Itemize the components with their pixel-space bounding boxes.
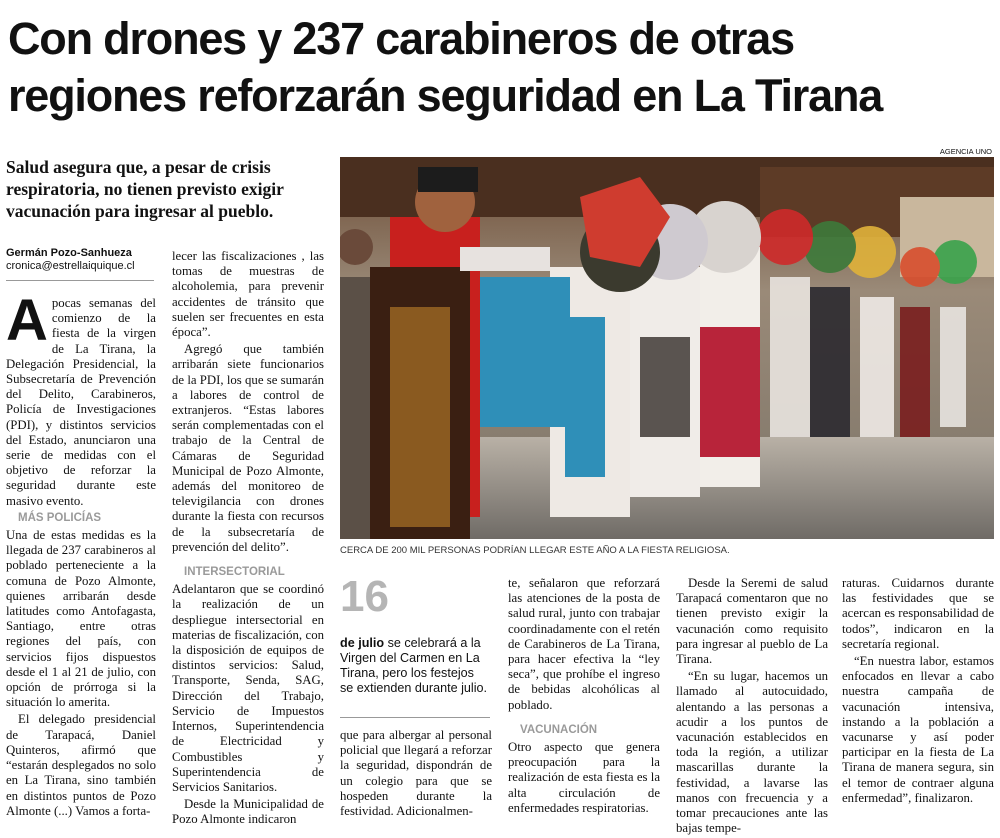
column-3 — [340, 728, 492, 821]
c6-paragraph-2: “En nuestra labor, estamos enfocados en llevar a cabo nuestra campaña de vacunación intensiva, instando a la población a vacunarse y así poder participar en la fiesta de La Tirana de manera segura, sin el temor de contraer alguna enfermedad”, finalizaron. — [842, 654, 994, 805]
headline-line-1: Con drones y 237 carabineros de otras — [8, 13, 794, 64]
headline-line-2: regiones reforzarán seguridad en La Tirana — [8, 70, 883, 121]
column-1 — [6, 288, 156, 821]
c1-paragraph-1: pocas semanas del comienzo de la fiesta de la virgen de La Tirana, la Delegación Presidencial, la Subsecretaría de Prevención del Delito, Carabineros, Policía de Investigaciones (PDI), y distintos servicios del Estado, anunciaron una serie de medidas con el objetivo de reforzar la seguridad durante este masivo evento. — [6, 296, 156, 508]
author-email: cronica@estrellaiquique.cl — [6, 260, 135, 272]
c1-paragraph-2: Una de estas medidas es la llegada de 237 carabineros al poblado perteneciente a la comuna de Pozo Almonte, quienes arribarán desde latitudes como Antofagasta, Santiago, entre otras regiones del país, con servicios fijos dispuestos desde el 1 al 21 de julio, con opción de prórroga si la situación lo amerita. — [6, 528, 156, 710]
section-heading-intersectorial: INTERSECTORIAL — [184, 566, 285, 579]
pullquote-body: se celebrará a la Virgen del Carmen en La Tirana, pero los festejos se extienden durante julio. — [340, 636, 488, 695]
pullquote-divider — [340, 717, 490, 718]
c1-paragraph-3: El delegado presidencial de Tarapacá, Daniel Quinteros, afirmó que “estarán desplegados no solo en La Tirana, sino también en distintos puntos de Pozo Almonte (...) Vamos a forta- — [6, 712, 156, 818]
column-5 — [676, 576, 828, 838]
author-name: Germán Pozo-Sanhueza — [6, 247, 132, 259]
pullquote-number: 16 — [340, 572, 389, 621]
c4-paragraph-2: Otro aspecto que genera preocupación para la realización de esta fiesta es la alta circulación de enfermedades respiratorias. — [508, 740, 660, 815]
pullquote-lead: de julio — [340, 636, 385, 650]
c2-paragraph-1: lecer las fiscalizaciones , las tomas de muestras de alcoholemia, para prevenir accidentes de tránsito que suelen ser frecuentes en esta época”. — [172, 249, 324, 340]
c6-paragraph-1: raturas. Cuidarnos durante las festividades que se acercan es responsabilidad de todos”, indicaron en la secretaría regional. — [842, 576, 994, 651]
headline — [8, 10, 998, 124]
pullquote-text — [340, 636, 490, 696]
photo-credit: AGENCIA UNO — [939, 147, 992, 156]
column-4 — [508, 576, 660, 818]
column-6 — [842, 576, 994, 808]
c5-paragraph-1: Desde la Seremi de salud Tarapacá comentaron que no tienen previsto exigir la vacunación como requisito para ingresar al pueblo de La Tirana. — [676, 576, 828, 667]
c2-paragraph-3: Adelantaron que se coordinó la realización de un despliegue intersectorial en materias de fiscalización, con la disposición de equipos de distintos servicios: Salud, Transporte, Senda, SAG, Dirección del Trabajo, Servicio de Impuestos Internos, Superintendencia de Electricidad y Combustibles y Superintendencia de Servicios Sanitarios. — [172, 582, 324, 794]
festival-dancers-photo — [340, 157, 994, 539]
subheadline: Salud asegura que, a pesar de crisis respiratoria, no tienen previsto exigir vacunación para ingresar al pueblo. — [6, 157, 284, 221]
dancers-illustration — [340, 157, 994, 539]
photo-caption: CERCA DE 200 MIL PERSONAS PODRÍAN LLEGAR ESTE AÑO A LA FIESTA RELIGIOSA. — [340, 545, 730, 556]
byline-divider — [6, 280, 154, 281]
dropcap: A — [6, 288, 48, 353]
c2-paragraph-4: Desde la Municipalidad de Pozo Almonte indicaron — [172, 797, 324, 827]
c4-paragraph-1: te, señalaron que reforzará las atenciones de la posta de salud rural, junto con trabajar coordinadamente con el retén de Carabineros de La Tirana, para hacer efectiva la “ley seca”, que prohíbe el ingreso de bebidas alcohólicas al poblado. — [508, 576, 660, 712]
section-heading-vacunacion: VACUNACIÓN — [520, 723, 598, 736]
c2-paragraph-2: Agregó que también arribarán siete funcionarios de la PDI, los que se sumarán a labores de control de extranjeros. “Estas labores serán complementadas con el trabajo de la Central de Cámaras de Seguridad Municipal de Pozo Almonte, además del monitoreo de televigilancia con drones durante la fiesta con recursos de la subsecretaría de prevención del delito”. — [172, 342, 324, 554]
c3-paragraph-1: que para albergar al personal policial que llegará a reforzar la seguridad, dispondrán de un colegio para que se hospeden durante la festividad. Adicionalmen- — [340, 728, 492, 819]
byline — [6, 247, 135, 273]
c5-paragraph-2: “En su lugar, hacemos un llamado al autocuidado, alentando a las personas a acudir a los puntos de vacunación establecidos en toda la región, a utilizar mascarillas durante la festividad, a lavarse las manos con frecuencia y a tomar precauciones ante las bajas tempe- — [676, 669, 828, 836]
column-2 — [172, 249, 324, 830]
section-heading-mas-policias: MÁS POLICÍAS — [18, 511, 102, 524]
